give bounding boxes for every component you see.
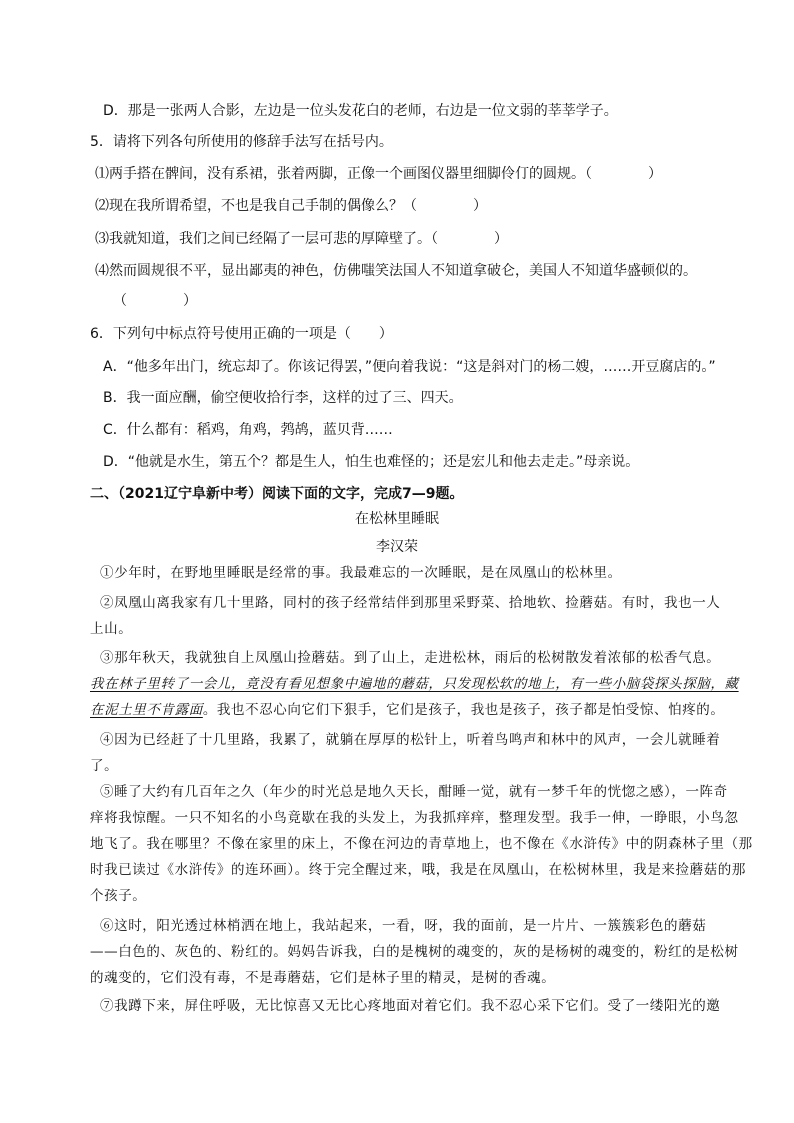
- passage-title: 在松林里睡眠: [355, 511, 439, 527]
- question-6-option-d: D．“他就是水生，第五个？都是生人，怕生也难怪的；还是宏儿和他去走走。”母亲说。: [103, 454, 640, 470]
- paragraph-6-line-1: ⑥这时，阳光透过林梢洒在地上，我站起来，一看，呀，我的面前，是一片片、一簇簇彩色的蘑菇: [100, 918, 707, 934]
- paragraph-4-line-1: ④因为已经赶了十几里路，我累了，就躺在厚厚的松针上，听着鸟鸣声和林中的风声，一会儿就睡着: [100, 732, 721, 748]
- question-5-item-2: ⑵现在我所谓希望，不也是我自己手制的偶像么？（ ）: [95, 198, 487, 214]
- paragraph-3-underlined-phrase: 在泥土里不肯露面: [90, 702, 203, 718]
- paragraph-4-line-2: 了。: [90, 758, 119, 774]
- paragraph-3-underlined-line-2: 我在林子里转了一会儿，竟没有看见想象中遍地的蘑菇，只发现松软的地上，有一些小脑袋探头探脑，藏: [90, 676, 739, 692]
- question-6-option-b: B．我一面应酬，偷空便收拾行李，这样的过了三、四天。: [103, 390, 463, 406]
- paragraph-5-line-2: 痒将我惊醒。一只不知名的小鸟竟歇在我的头发上，为我抓痒痒，整理发型。我手一伸，一睁眼，小鸟忽: [90, 810, 739, 826]
- passage-author: 李汉荣: [376, 539, 418, 555]
- question-6-option-a: A．“他多年出门，统忘却了。你该记得罢，”便向着我说：“这是斜对门的杨二嫂，……开豆腐店的。”: [103, 359, 716, 375]
- paragraph-2-line-2: 上山。: [90, 621, 133, 637]
- question-6-option-c: C．什么都有：稻鸡，角鸡，鹁鸪，蓝贝背……: [103, 422, 393, 438]
- paragraph-2-line-1: ②凤凰山离我家有几十里路，同村的孩子经常结伴到那里采野菜、拾地软、捡蘑菇。有时，我也一人: [100, 595, 721, 611]
- paragraph-5-line-3: 地飞了。我在哪里？不像在家里的床上，不像在河边的青草地上，也不像在《水浒传》中的阴森林子里（那: [90, 836, 753, 852]
- paragraph-3-line-3: [90, 700, 725, 720]
- question-5-stem: 5．请将下列各句所使用的修辞手法写在括号内。: [90, 134, 393, 150]
- paragraph-5-line-5: 个孩子。: [90, 888, 147, 904]
- question-5-item-4-blank: （ ）: [113, 293, 197, 309]
- question-5-item-4: ⑷然而圆规很不平，显出鄙夷的神色，仿佛嗤笑法国人不知道拿破仑，美国人不知道华盛顿似的。: [95, 263, 697, 279]
- question-5-item-1: ⑴两手搭在髀间，没有系裙，张着两脚，正像一个画图仪器里细脚伶仃的圆规。（ ）: [95, 166, 662, 182]
- paragraph-1: ①少年时，在野地里睡眠是经常的事。我最难忘的一次睡眠，是在凤凰山的松林里。: [100, 565, 622, 581]
- paragraph-5-line-4: 时我已读过《水浒传》的连环画）。终于完全醒过来，哦，我是在凤凰山，在松树林里，我是来捡蘑菇的那: [90, 862, 746, 878]
- question-5-item-3: ⑶我就知道，我们之间已经隔了一层可悲的厚障壁了。（ ）: [95, 231, 508, 247]
- option-d-prev: D．那是一张两人合影，左边是一位头发花白的老师，右边是一位文弱的莘莘学子。: [103, 103, 618, 119]
- paragraph-6-line-3: 的魂变的，它们没有毒，不是毒蘑菇，它们是林子里的精灵，是树的香魂。: [90, 970, 556, 986]
- paragraph-7-line-1: ⑦我蹲下来，屏住呼吸，无比惊喜又无比心疼地面对着它们。我不忍心采下它们。受了一缕阳光的邀: [100, 998, 721, 1014]
- paragraph-5-line-1: ⑤睡了大约有几百年之久（年少的时光总是地久天长，酣睡一觉，就有一梦千年的恍惚之感），一阵奇: [100, 784, 728, 800]
- paragraph-6-line-2: ——白色的、灰色的、粉红的。妈妈告诉我，白的是槐树的魂变的，灰的是杨树的魂变的，粉红的是松树: [90, 944, 739, 960]
- question-6-stem: 6．下列句中标点符号使用正确的一项是（ ）: [90, 326, 393, 342]
- paragraph-3-line-1: ③那年秋天，我就独自上凤凰山捡蘑菇。到了山上，走进松林，雨后的松树散发着浓郁的松香气息。: [100, 650, 721, 666]
- paragraph-3-line-3-rest: 。我也不忍心向它们下狠手，它们是孩子，我也是孩子，孩子都是怕受惊、怕疼的。: [202, 702, 725, 718]
- section-2-heading: 二、（2021辽宁阜新中考）阅读下面的文字，完成7—9题。: [90, 486, 464, 502]
